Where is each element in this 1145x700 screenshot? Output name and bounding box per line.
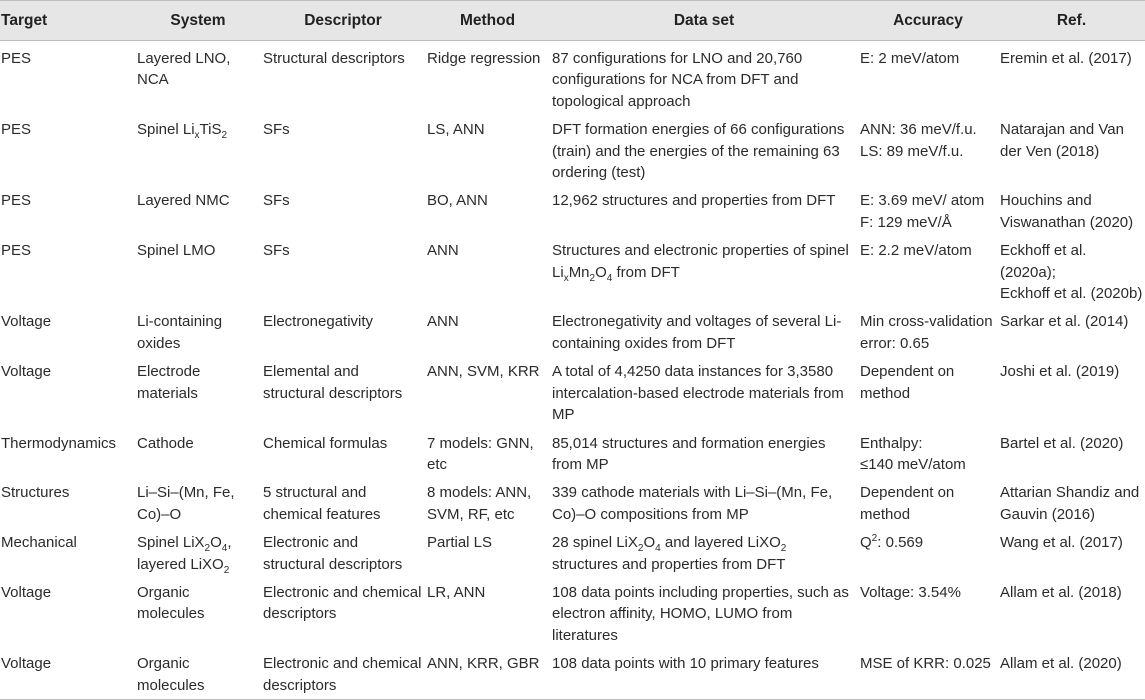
header-system: System	[135, 1, 261, 41]
accuracy-superscript: 2	[871, 533, 878, 545]
table-row	[0, 304, 1145, 354]
system-text: ,	[227, 534, 232, 552]
cell-ref: Joshi et al. (2019)	[1000, 363, 1120, 381]
table-row	[0, 475, 1145, 525]
cell-ref: Wang et al. (2017)	[1000, 534, 1123, 552]
accuracy-line: Enthalpy:	[860, 434, 923, 452]
cell-system: Organic molecules	[137, 583, 205, 623]
cell-ref: Allam et al. (2020)	[998, 646, 1145, 699]
cell-target: Voltage	[1, 363, 52, 381]
cell-system: Organic molecules	[135, 646, 261, 699]
cell-ref: Allam et al. (2018)	[1000, 583, 1122, 601]
accuracy-text: : 0.569	[877, 534, 924, 552]
cell-descriptor: 5 structural and chemical features	[263, 484, 381, 523]
dataset-subscript: 4	[606, 272, 613, 284]
cell-method: 8 models: ANN, SVM, RF, etc	[427, 484, 532, 523]
cell-target: Structures	[1, 484, 70, 502]
system-subscript: 2	[221, 130, 228, 142]
cell-target: Mechanical	[1, 534, 77, 552]
cell-accuracy: MSE of KRR: 0.025	[858, 646, 998, 699]
cell-method: ANN, KRR, GBR	[425, 646, 550, 699]
system-subscript: 2	[204, 543, 211, 555]
cell-descriptor: SFs	[263, 242, 290, 260]
system-text: O	[210, 534, 222, 552]
cell-system: Layered LNO, NCA	[137, 50, 231, 89]
cell-method: ANN, SVM, KRR	[427, 363, 540, 381]
cell-dataset: 108 data points with 10 primary features	[550, 646, 858, 699]
cell-accuracy: Min cross-validation error: 0.65	[860, 313, 993, 352]
header-ref: Ref.	[998, 1, 1145, 41]
dataset-subscript: 2	[780, 543, 787, 555]
table-body	[0, 41, 1145, 700]
header-dataset: Data set	[550, 1, 858, 41]
cell-method: Partial LS	[427, 534, 493, 552]
cell-accuracy: E: 2 meV/atom	[860, 50, 960, 67]
cell-method: ANN	[427, 313, 459, 331]
system-subscript: 2	[223, 564, 230, 576]
system-text: Spinel Li	[137, 121, 195, 139]
cell-ref: Houchins and Viswanathan (2020)	[1000, 192, 1134, 231]
dataset-text: Structures and electronic properties of spinel Li	[552, 242, 849, 281]
cell-ref: Attarian Shandiz and Gauvin (2016)	[1000, 484, 1140, 523]
cell-method: BO, ANN	[427, 192, 488, 210]
table-row	[0, 183, 1145, 233]
cell-ref: Natarajan and Van der Ven (2018)	[1000, 121, 1124, 160]
dataset-subscript: 2	[589, 272, 596, 284]
cell-dataset: DFT formation energies of 66 configurations (train) and the energies of the remaining 63 ordering (test)	[552, 121, 845, 182]
cell-target: PES	[1, 50, 32, 67]
cell-descriptor: Electronic and chemical descriptors	[263, 583, 422, 623]
dataset-subscript: 4	[655, 543, 661, 555]
cell-dataset: A total of 4,4250 data instances for 3,3580 intercalation-based electrode materials from MP	[552, 363, 844, 424]
table-row	[0, 426, 1145, 476]
cell-accuracy	[858, 183, 998, 233]
cell-descriptor: Electronic and structural descriptors	[263, 534, 403, 573]
cell-accuracy: Dependent on method	[860, 484, 955, 523]
accuracy-line: F: 129 meV/Å	[860, 213, 952, 231]
cell-accuracy	[858, 112, 998, 183]
cell-target: Voltage	[0, 646, 135, 699]
cell-accuracy: Dependent on method	[860, 363, 955, 402]
cell-target: PES	[1, 192, 32, 210]
dataset-text: from DFT	[612, 263, 680, 281]
header-accuracy: Accuracy	[858, 1, 998, 41]
cell-descriptor: Elemental and structural descriptors	[263, 363, 403, 402]
cell-system: Li-containing oxides	[137, 313, 223, 352]
cell-system: Li–Si–(Mn, Fe, Co)–O	[137, 484, 235, 523]
accuracy-line: E: 3.69 meV/ atom	[860, 192, 985, 210]
cell-system: Cathode	[137, 434, 194, 452]
cell-descriptor: Electronegativity	[263, 313, 374, 331]
table-row	[0, 41, 1145, 113]
cell-system	[135, 112, 261, 183]
cell-system	[135, 525, 261, 575]
cell-method: ANN	[427, 242, 459, 260]
ref-line: Eckhoff et al. (2020b)	[1000, 285, 1143, 303]
table-row	[0, 233, 1145, 304]
dataset-text: 28 spinel LiX	[552, 534, 638, 552]
table-row	[0, 525, 1145, 575]
cell-system: Spinel LMO	[137, 242, 216, 260]
cell-dataset: Electronegativity and voltages of several Li-containing oxides from DFT	[552, 313, 842, 352]
cell-system: Electrode materials	[137, 363, 201, 402]
cell-descriptor: Chemical formulas	[263, 434, 388, 452]
header-row	[0, 1, 1145, 41]
cell-dataset	[550, 525, 858, 575]
system-subscript: x	[194, 130, 200, 142]
cell-descriptor: SFs	[263, 192, 290, 210]
cell-method: Ridge regression	[427, 50, 541, 67]
table-header	[0, 1, 1145, 41]
cell-method: LS, ANN	[427, 121, 485, 139]
dataset-text: and layered LiXO	[660, 534, 781, 552]
cell-accuracy: Voltage: 3.54%	[860, 583, 961, 601]
accuracy-line: LS: 89 meV/f.u.	[860, 142, 964, 160]
dataset-text: structures and properties from DFT	[552, 555, 786, 573]
header-method: Method	[425, 1, 550, 41]
table-row	[0, 354, 1145, 425]
header-descriptor: Descriptor	[261, 1, 425, 41]
cell-target: Voltage	[1, 583, 52, 601]
cell-method: LR, ANN	[427, 583, 486, 601]
cell-accuracy	[858, 525, 998, 575]
cell-dataset: 12,962 structures and properties from DFT	[552, 192, 836, 210]
cell-system: Layered NMC	[137, 192, 230, 210]
ref-line: Eckhoff et al. (2020a);	[1000, 242, 1087, 281]
dataset-text: Mn	[568, 263, 590, 281]
table-row	[0, 112, 1145, 183]
table-row	[0, 575, 1145, 646]
cell-descriptor: Structural descriptors	[263, 50, 405, 67]
cell-method: 7 models: GNN, etc	[427, 434, 534, 473]
cell-target: PES	[1, 242, 32, 260]
table-row	[0, 646, 1145, 699]
cell-ref: Bartel et al. (2020)	[1000, 434, 1124, 452]
accuracy-line: ANN: 36 meV/f.u.	[860, 121, 977, 139]
accuracy-line: ≤140 meV/atom	[860, 455, 966, 473]
dataset-text: O	[595, 263, 607, 281]
cell-dataset: 85,014 structures and formation energies from MP	[552, 434, 826, 473]
cell-ref: Sarkar et al. (2014)	[1000, 313, 1129, 331]
accuracy-text: Q	[860, 534, 872, 552]
cell-target: Voltage	[1, 313, 52, 331]
cell-descriptor: SFs	[263, 121, 290, 139]
system-subscript: 4	[221, 543, 228, 555]
cell-dataset: 87 configurations for LNO and 20,760 configurations for NCA from DFT and topological approach	[552, 50, 803, 110]
dataset-subscript: 2	[637, 543, 644, 555]
cell-accuracy	[858, 426, 998, 476]
cell-accuracy: E: 2.2 meV/atom	[860, 242, 972, 260]
cell-target: PES	[1, 121, 32, 139]
cell-ref	[998, 233, 1145, 304]
system-text: TiS	[199, 121, 222, 139]
cell-dataset: 108 data points including properties, such as electron affinity, HOMO, LUMO from literatures	[552, 583, 849, 644]
header-target: Target	[0, 1, 135, 41]
cell-target: Thermodynamics	[1, 434, 117, 452]
cell-dataset	[550, 233, 858, 304]
system-text: Spinel LiX	[137, 534, 205, 552]
system-text: layered LiXO	[137, 555, 224, 573]
cell-ref: Eremin et al. (2017)	[1000, 50, 1132, 67]
cell-descriptor: Electronic and chemical descriptors	[261, 646, 425, 699]
cell-dataset: 339 cathode materials with Li–Si–(Mn, Fe, Co)–O compositions from MP	[552, 484, 833, 523]
dataset-text: O	[643, 534, 656, 552]
dataset-subscript: x	[563, 272, 569, 284]
